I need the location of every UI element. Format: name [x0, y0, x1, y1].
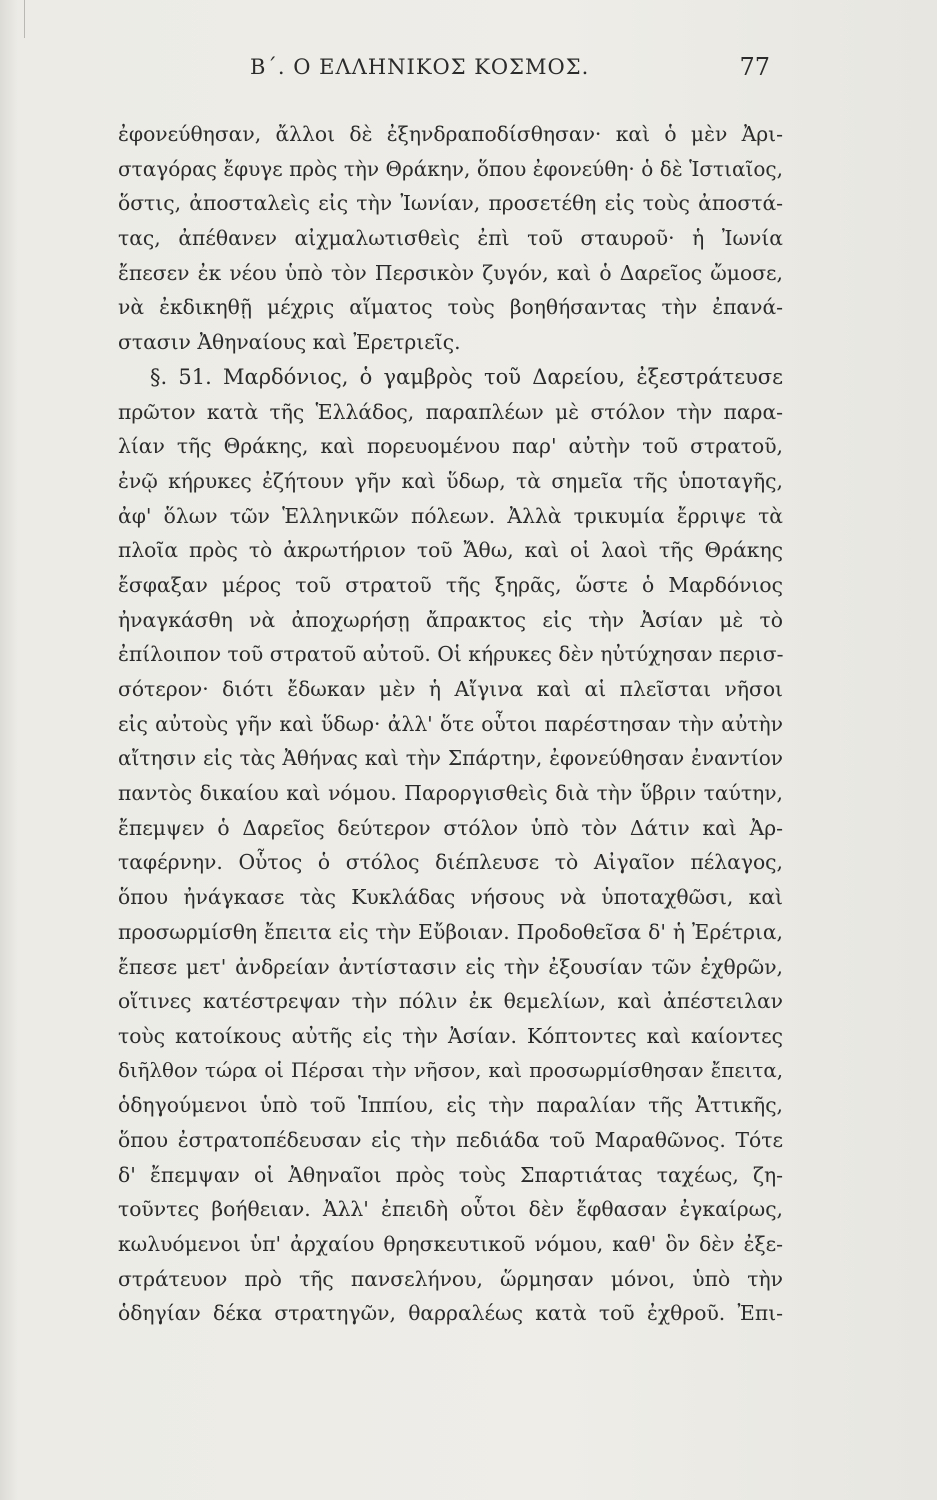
text-line: ἀφ' ὅλων τῶν Ἑλληνικῶν πόλεων. Ἀλλὰ τρικυμία ἔρριψε τὰ [118, 503, 783, 528]
text-line: προσωρμίσθη ἔπειτα εἰς τὴν Εὔβοιαν. Προδοθεῖσα δ' ἡ Ἐρέτρια, [118, 919, 783, 944]
text-line: τας, ἀπέθανεν αἰχμαλωτισθεὶς ἐπὶ τοῦ σταυροῦ· ἡ Ἰωνία [118, 226, 783, 251]
text-line: τοὺς κατοίκους αὐτῆς εἰς τὴν Ἀσίαν. Κόπτοντες καὶ καίοντες [118, 1023, 783, 1048]
text-line: πρῶτον κατὰ τῆς Ἑλλάδος, παραπλέων μὲ στόλον τὴν παρα- [118, 399, 783, 424]
text-line: κωλυόμενοι ὑπ' ἀρχαίου θρησκευτικοῦ νόμου, καθ' ὃν δὲν ἐξε- [118, 1232, 783, 1256]
text-line: ὅστις, ἀποσταλεὶς εἰς τὴν Ἰωνίαν, προσετέθη εἰς τοὺς ἀποστά- [118, 191, 783, 216]
text-line: τοῦντες βοήθειαν. Ἀλλ' ἐπειδὴ οὗτοι δὲν ἔφθασαν ἐγκαίρως, [118, 1197, 783, 1222]
body-text [118, 117, 783, 1331]
text-line: ἐνῷ κήρυκες ἐζήτουν γῆν καὶ ὕδωρ, τὰ σημεῖα τῆς ὑποταγῆς, [118, 468, 783, 493]
text-line: ἔπεσεν ἐκ νέου ὑπὸ τὸν Περσικὸν ζυγόν, καὶ ὁ Δαρεῖος ὤμοσε, [118, 260, 783, 285]
text-line: παντὸς δικαίου καὶ νόμου. Παροργισθεὶς διὰ τὴν ὕβριν ταύτην, [118, 781, 783, 806]
text-line: δ' ἔπεμψαν οἱ Ἀθηναῖοι πρὸς τοὺς Σπαρτιάτας ταχέως, ζη- [118, 1162, 783, 1187]
page-number: 77 [739, 53, 770, 81]
text-line: στράτευον πρὸ τῆς πανσελήνου, ὥρμησαν μόνοι, ὑπὸ τὴν [118, 1266, 783, 1291]
text-line: σταγόρας ἔφυγε πρὸς τὴν Θράκην, ὅπου ἐφονεύθη· ὁ δὲ Ἱστιαῖος, [118, 156, 783, 181]
page-edge-mark [24, 0, 25, 38]
text-line: ἐφονεύθησαν, ἄλλοι δὲ ἐξηνδραποδίσθησαν· καὶ ὁ μὲν Ἀρι- [118, 122, 783, 146]
text-line: ὁδηγούμενοι ὑπὸ τοῦ Ἱππίου, εἰς τὴν παραλίαν τῆς Ἀττικῆς, [118, 1093, 783, 1118]
text-line: πλοῖα πρὸς τὸ ἀκρωτήριον τοῦ Ἄθω, καὶ οἱ λαοὶ τῆς Θράκης [118, 538, 783, 563]
text-line: σότερον· διότι ἔδωκαν μὲν ἡ Αἴγινα καὶ αἱ πλεῖσται νῆσοι [118, 677, 783, 701]
text-line: ὅπου ἠνάγκασε τὰς Κυκλάδας νήσους νὰ ὑποταχθῶσι, καὶ [118, 885, 783, 910]
text-line: ὅπου ἐστρατοπέδευσαν εἰς τὴν πεδιάδα τοῦ Μαραθῶνος. Τότε [118, 1127, 783, 1152]
text-line: εἰς αὐτοὺς γῆν καὶ ὕδωρ· ἀλλ' ὅτε οὗτοι παρέστησαν τὴν αὐτὴν [118, 711, 783, 736]
text-line: ἐπίλοιπον τοῦ στρατοῦ αὐτοῦ. Οἱ κήρυκες δὲν ηὐτύχησαν περισ- [118, 642, 783, 667]
text-line: ἔπεσε μετ' ἀνδρείαν ἀντίστασιν εἰς τὴν ἐξουσίαν τῶν ἐχθρῶν, [118, 954, 783, 979]
text-line: οἵτινες κατέστρεψαν τὴν πόλιν ἐκ θεμελίων, καὶ ἀπέστειλαν [118, 989, 783, 1014]
text-line: ἠναγκάσθη νὰ ἀποχωρήσῃ ἄπρακτος εἰς τὴν Ἀσίαν μὲ τὸ [118, 607, 783, 632]
text-line: λίαν τῆς Θράκης, καὶ πορευομένου παρ' αὐτὴν τοῦ στρατοῦ, [118, 434, 783, 459]
running-title: Β΄. Ο ΕΛΛΗΝΙΚΟΣ ΚΟΣΜΟΣ. [250, 55, 590, 79]
text-line: νὰ ἐκδικηθῇ μέχρις αἵματος τοὺς βοηθήσαντας τὴν ἐπανά- [118, 295, 783, 320]
text-line: ἔσφαξαν μέρος τοῦ στρατοῦ τῆς ξηρᾶς, ὥστε ὁ Μαρδόνιος [118, 572, 783, 597]
text-line: αἴτησιν εἰς τὰς Ἀθήνας καὶ τὴν Σπάρτην, ἐφονεύθησαν ἐναντίον [118, 746, 783, 771]
text-line: ἔπεμψεν ὁ Δαρεῖος δεύτερον στόλον ὑπὸ τὸν Δάτιν καὶ Ἀρ- [118, 815, 783, 840]
text-line: στασιν Ἀθηναίους καὶ Ἐρετριεῖς. [118, 330, 461, 355]
text-line: ὁδηγίαν δέκα στρατηγῶν, θαρραλέως κατὰ τοῦ ἐχθροῦ. Ἐπι- [118, 1301, 783, 1326]
section-heading-line: §. 51. Μαρδόνιος, ὁ γαμβρὸς τοῦ Δαρείου, ἐξεστράτευσε [150, 364, 783, 389]
running-header [250, 55, 770, 85]
text-line: διῆλθον τώρα οἱ Πέρσαι τὴν νῆσον, καὶ προσωρμίσθησαν ἔπειτα, [118, 1058, 783, 1082]
text-line: ταφέρνην. Οὗτος ὁ στόλος διέπλευσε τὸ Αἰγαῖον πέλαγος, [118, 850, 783, 875]
